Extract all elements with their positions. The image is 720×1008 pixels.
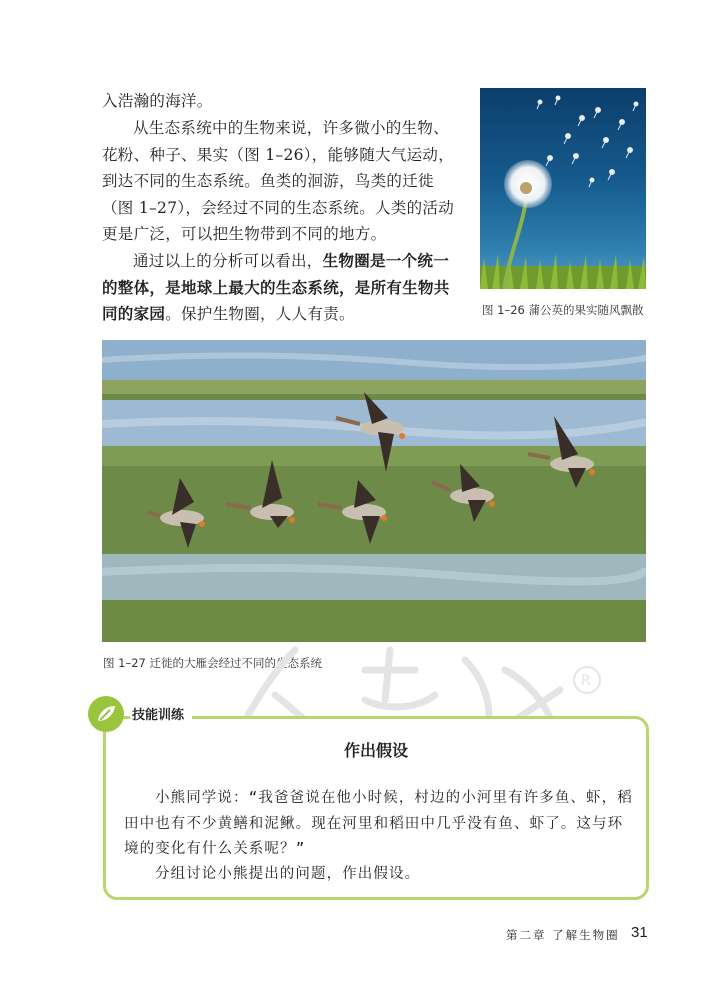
figure-caption-geese: 图 1–27 迁徙的大雁会经过不同的生态系统	[103, 656, 323, 670]
paragraph-conclusion: 通过以上的分析可以看出，生物圈是一个统一的整体，是地球上最大的生态系统，是所有生物共同的家园。保护生物圈，人人有责。	[102, 252, 450, 323]
key-statement: 生物圈是一个统一的整体，是地球上最大的生态系统，是所有生物共同的家园	[102, 252, 450, 323]
page-number: 31	[631, 924, 648, 941]
skill-title: 作出假设	[343, 741, 408, 760]
text-line-continuation: 入浩瀚的海洋。	[102, 92, 213, 110]
skill-instruction: 分组讨论小熊提出的问题，作出假设。	[155, 866, 421, 882]
skill-label: 技能训练	[130, 704, 192, 723]
paragraph-dispersal: 从生态系统中的生物来说，许多微小的生物、花粉、种子、果实（图 1–26），能够随大气运动，到达不同的生态系统。鱼类的洄游，鸟类的迁徙（图 1–27），会经过不同的生态系统。人类的活动更是广泛，可以把生物带到不同的地方。	[102, 119, 455, 243]
figure-caption-dandelion: 图 1–26 蒲公英的果实随风飘散	[482, 303, 644, 317]
skill-question: 小熊同学说：“我爸爸说在他小时候，村边的小河里有许多鱼、虾，稻田中也有不少黄鳝和泥鳅。现在河里和稻田中几乎没有鱼、虾了。这与环境的变化有什么关系呢？”	[124, 790, 633, 857]
dandelion-photo	[480, 88, 646, 289]
svg-text:R: R	[581, 673, 591, 689]
chapter-footer: 第二章 了解生物圈	[506, 928, 620, 942]
skill-icon	[88, 696, 124, 732]
geese-photo	[102, 340, 646, 642]
